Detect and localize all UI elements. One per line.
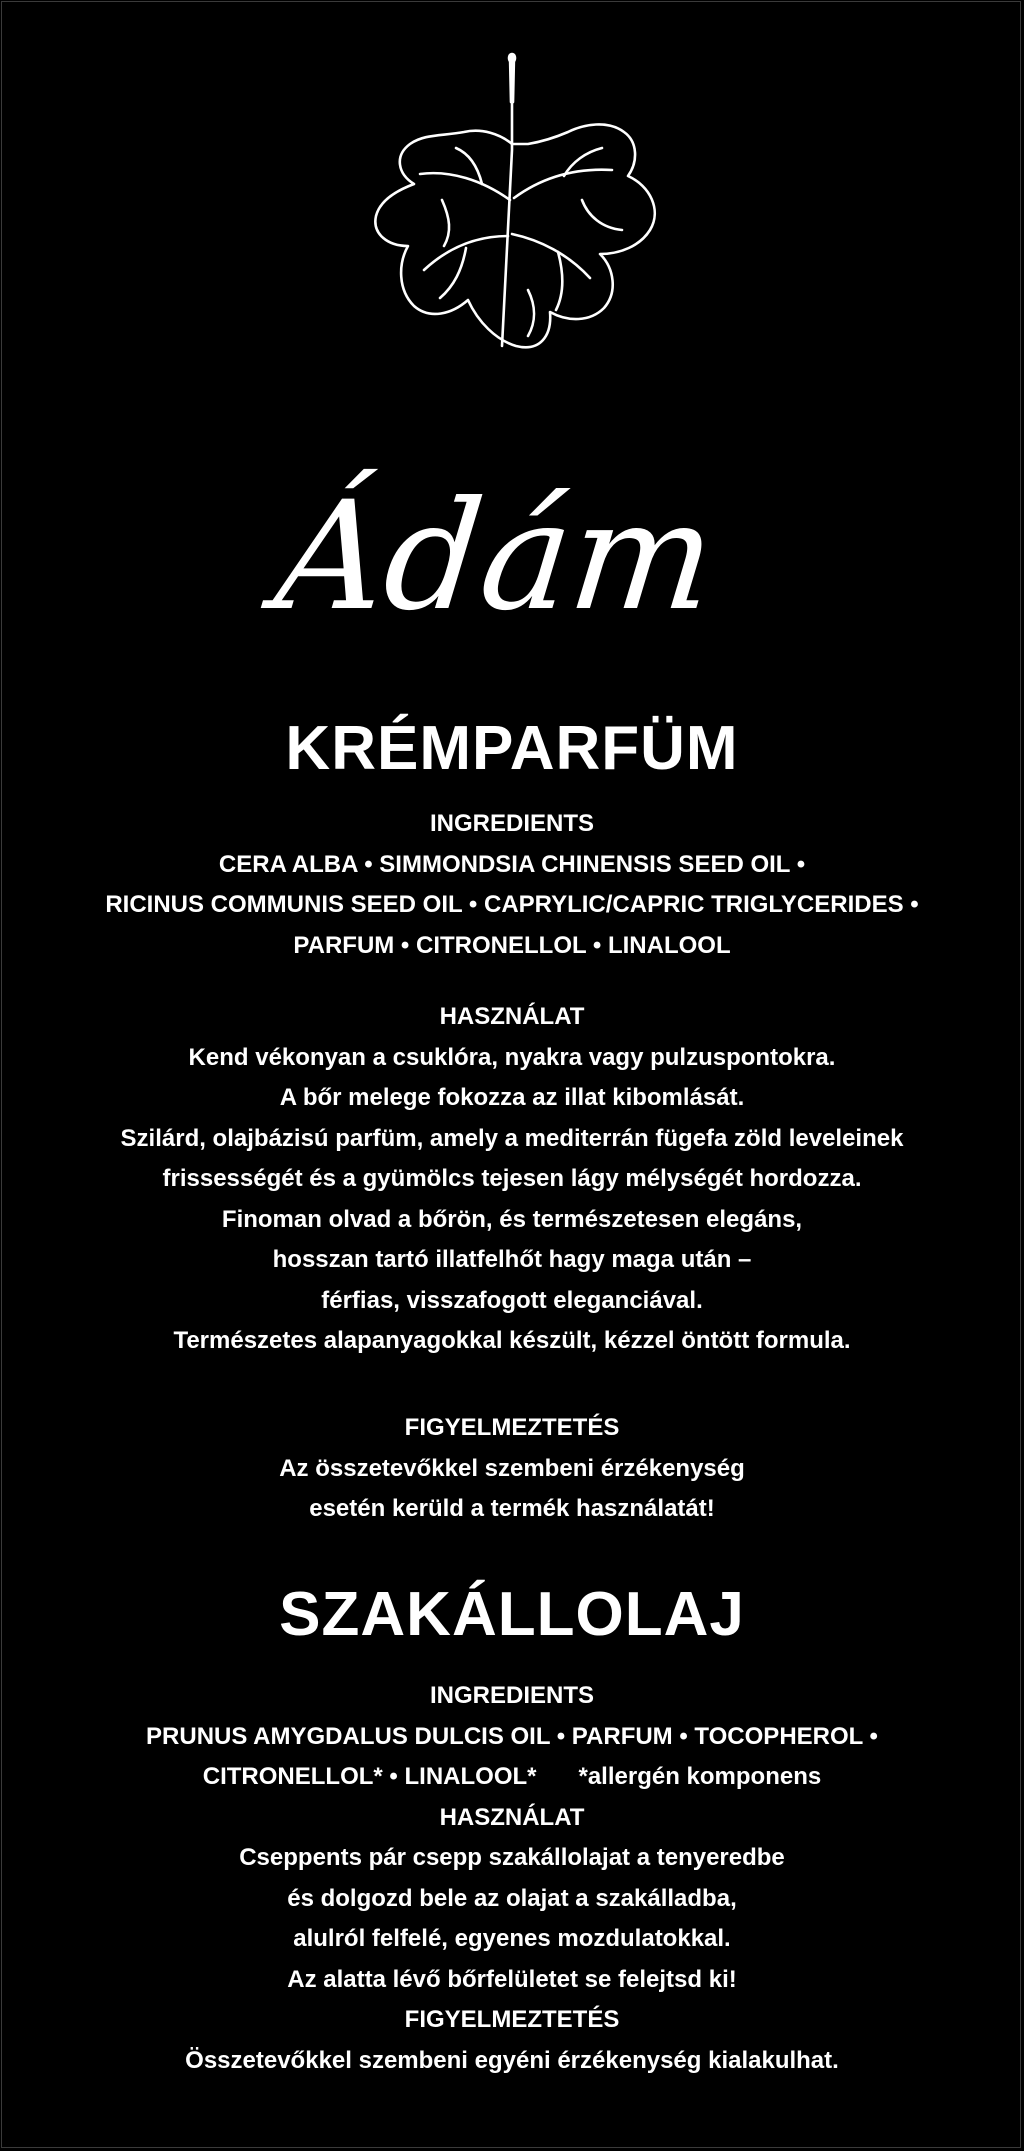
szakallolaj-usage-heading: HASZNÁLAT [439, 1803, 585, 1831]
svg-text:Ádám: Ádám [268, 469, 723, 644]
fig-leaf-icon [332, 50, 692, 430]
kremparfum-warning-line: esetén kerüld a termék használatát! [309, 1495, 715, 1522]
szakallolaj-warning-line: Összetevőkkel szembeni egyéni érzékenység kialakulhat. [185, 2046, 839, 2074]
kremparfum-usage-line: Szilárd, olajbázisú parfüm, amely a mediterrán fügefa zöld leveleinek [120, 1124, 904, 1152]
szakallolaj-ingredients-heading: INGREDIENTS [429, 1682, 594, 1709]
szakallolaj-warning-heading: FIGYELMEZTETÉS [404, 2006, 620, 2033]
kremparfum-usage-line: A bőr melege fokozza az illat kibomlását. [279, 1084, 745, 1111]
kremparfum-warning-line: Az összetevőkkel szembeni érzékenység [279, 1454, 745, 1482]
kremparfum-warning-heading: FIGYELMEZTETÉS [404, 1414, 620, 1441]
kremparfum-ingredients-line: PARFUM • CITRONELLOL • LINALOOL [293, 931, 731, 959]
szakallolaj-title: SZAKÁLLOLAJ [279, 1580, 745, 1649]
szakallolaj-usage-line: Cseppents pár csepp szakállolajat a tenyeredbe [239, 1844, 785, 1871]
szakallolaj-ingredients-line [40, 1757, 984, 1798]
kremparfum-ingredients [40, 804, 984, 966]
kremparfum-ingredients-heading: INGREDIENTS [429, 810, 594, 837]
kremparfum-usage-line: frissességét és a gyümölcs tejesen lágy mélységét hordozza. [162, 1165, 862, 1192]
kremparfum-usage-line: Kend vékonyan a csuklóra, nyakra vagy pulzuspontokra. [188, 1043, 836, 1071]
fig-leaf-logo [0, 50, 1024, 430]
allergen-note: *allergén komponens [578, 1763, 822, 1790]
kremparfum-ingredients-line: RICINUS COMMUNIS SEED OIL • CAPRYLIC/CAPRIC TRIGLYCERIDES • [105, 891, 919, 918]
szakallolaj-usage-line: és dolgozd bele az olajat a szakálladba, [287, 1884, 737, 1912]
szakallolaj-section [40, 1580, 984, 1649]
szakallolaj-usage-line: alulról felfelé, egyenes mozdulatokkal. [293, 1925, 731, 1952]
brand-name-script [268, 400, 723, 644]
brand-name [0, 400, 1024, 644]
kremparfum-section [40, 714, 984, 783]
szakallolaj-usage-line: Az alatta lévő bőrfelületet se felejtsd ki! [287, 1965, 737, 1993]
kremparfum-ingredients-line: CERA ALBA • SIMMONDSIA CHINENSIS SEED OIL • [218, 850, 806, 878]
kremparfum-warning [40, 1408, 984, 1530]
kremparfum-title: KRÉMPARFÜM [285, 714, 739, 783]
kremparfum-usage [40, 997, 984, 1362]
szakallolaj-ingredients-line2: CITRONELLOL* • LINALOOL* [202, 1763, 537, 1790]
kremparfum-usage-line: férfias, visszafogott eleganciával. [321, 1286, 703, 1314]
szakallolaj-ingredients-line: PRUNUS AMYGDALUS DULCIS OIL • PARFUM • TOCOPHEROL • [146, 1722, 878, 1750]
kremparfum-usage-heading: HASZNÁLAT [439, 1003, 585, 1030]
kremparfum-usage-line: Finoman olvad a bőrön, és természetesen elegáns, [221, 1205, 803, 1233]
szakallolaj-ingredients [40, 1676, 984, 2081]
kremparfum-usage-line: hosszan tartó illatfelhőt hagy maga után – [272, 1246, 752, 1273]
kremparfum-usage-line: Természetes alapanyagokkal készült, kézzel öntött formula. [173, 1327, 851, 1354]
